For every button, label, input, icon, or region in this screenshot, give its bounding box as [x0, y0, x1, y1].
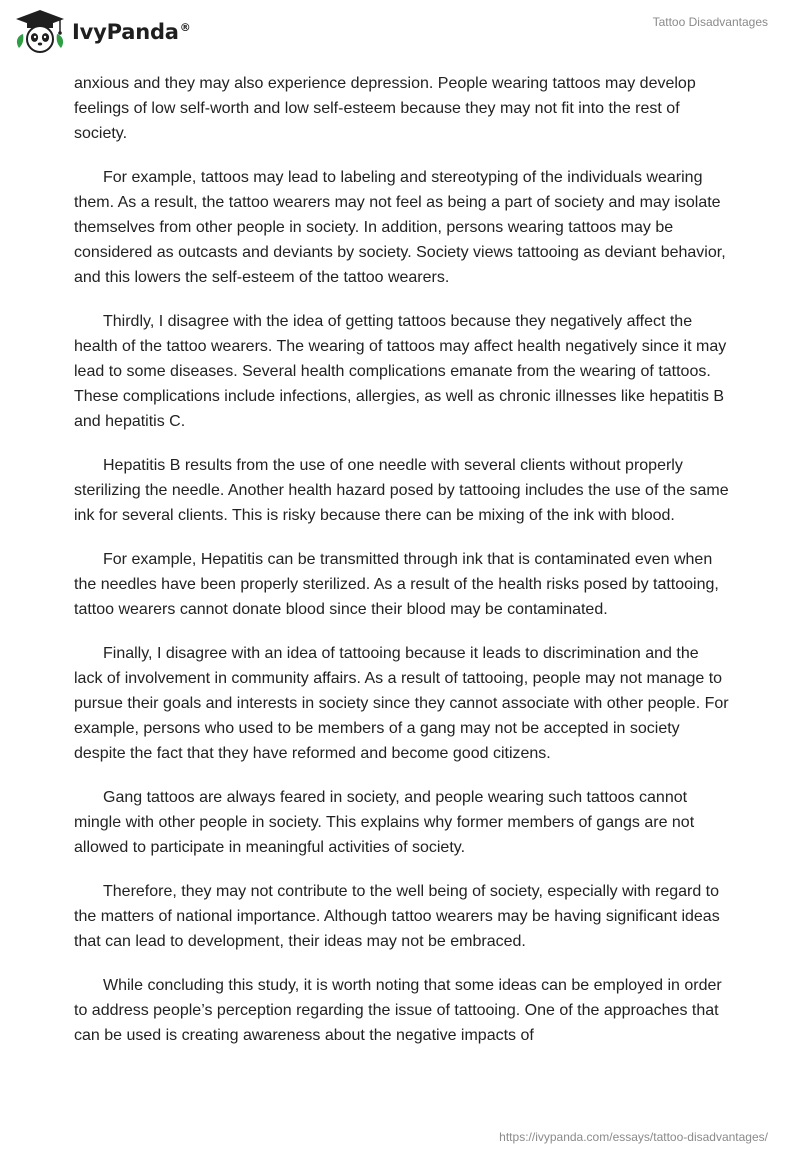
- page-header: [0, 0, 800, 62]
- paragraph: Thirdly, I disagree with the idea of getting tattoos because they negatively affect the health of the tattoo wearers. The wearing of tattoos may affect health negatively since it may lead to some diseases. Several health complications emanate from the wearing of tattoos. These complications include infections, allergies, as well as chronic illnesses like hepatitis B and hepatitis C.: [74, 313, 727, 430]
- paragraph: While concluding this study, it is worth noting that some ideas can be employed in order to address people’s perception regarding the issue of tattooing. One of the approaches that can be used is creating awareness about the negative impacts of: [74, 977, 722, 1044]
- paragraph: Gang tattoos are always feared in society, and people wearing such tattoos cannot mingle with other people in society. This explains why former members of gangs are not allowed to participate in meaningful activities of society.: [74, 789, 695, 856]
- paragraph: For example, Hepatitis can be transmitted through ink that is contaminated even when the needles have been properly sterilized. As a result of the health risks posed by tattooing, tattoo wearers cannot donate blood since their blood may be contaminated.: [74, 551, 719, 618]
- brand-name: IvyPanda®: [72, 20, 191, 44]
- ivypanda-logo[interactable]: [14, 8, 191, 54]
- paragraph: Therefore, they may not contribute to the well being of society, especially with regard to the matters of national importance. Although tattoo wearers may be having significant ideas that can lead to development, their ideas may not be embraced.: [74, 883, 720, 950]
- document-title: Tattoo Disadvantages: [652, 15, 768, 29]
- essay-body: [74, 71, 730, 1067]
- paragraph: Finally, I disagree with an idea of tattooing because it leads to discrimination and the lack of involvement in community affairs. As a result of tattooing, people may not manage to pursue their goals and interests in society since they cannot associate with other people. For example, persons who used to be members of a gang may not be accepted in society despite the fact that they have reformed and become good citizens.: [74, 645, 729, 762]
- registered-mark: ®: [179, 21, 191, 34]
- paragraph: anxious and they may also experience depression. People wearing tattoos may develop feelings of low self-worth and low self-esteem because they may not fit into the rest of society.: [74, 75, 696, 142]
- paragraph: Hepatitis B results from the use of one needle with several clients without properly sterilizing the needle. Another health hazard posed by tattooing includes the use of the same ink for several clients. This is risky because there can be mixing of the ink with blood.: [74, 457, 729, 524]
- panda-graduate-icon: [14, 8, 66, 54]
- paragraph: For example, tattoos may lead to labeling and stereotyping of the individuals wearing them. As a result, the tattoo wearers may not feel as being a part of society and may isolate themselves from other people in society. In addition, persons wearing tattoos may be considered as outcasts and deviants by society. Society views tattooing as deviant behavior, and this lowers the self-esteem of the tattoo wearers.: [74, 169, 726, 286]
- source-url-link[interactable]: https://ivypanda.com/essays/tattoo-disadvantages/: [499, 1130, 768, 1144]
